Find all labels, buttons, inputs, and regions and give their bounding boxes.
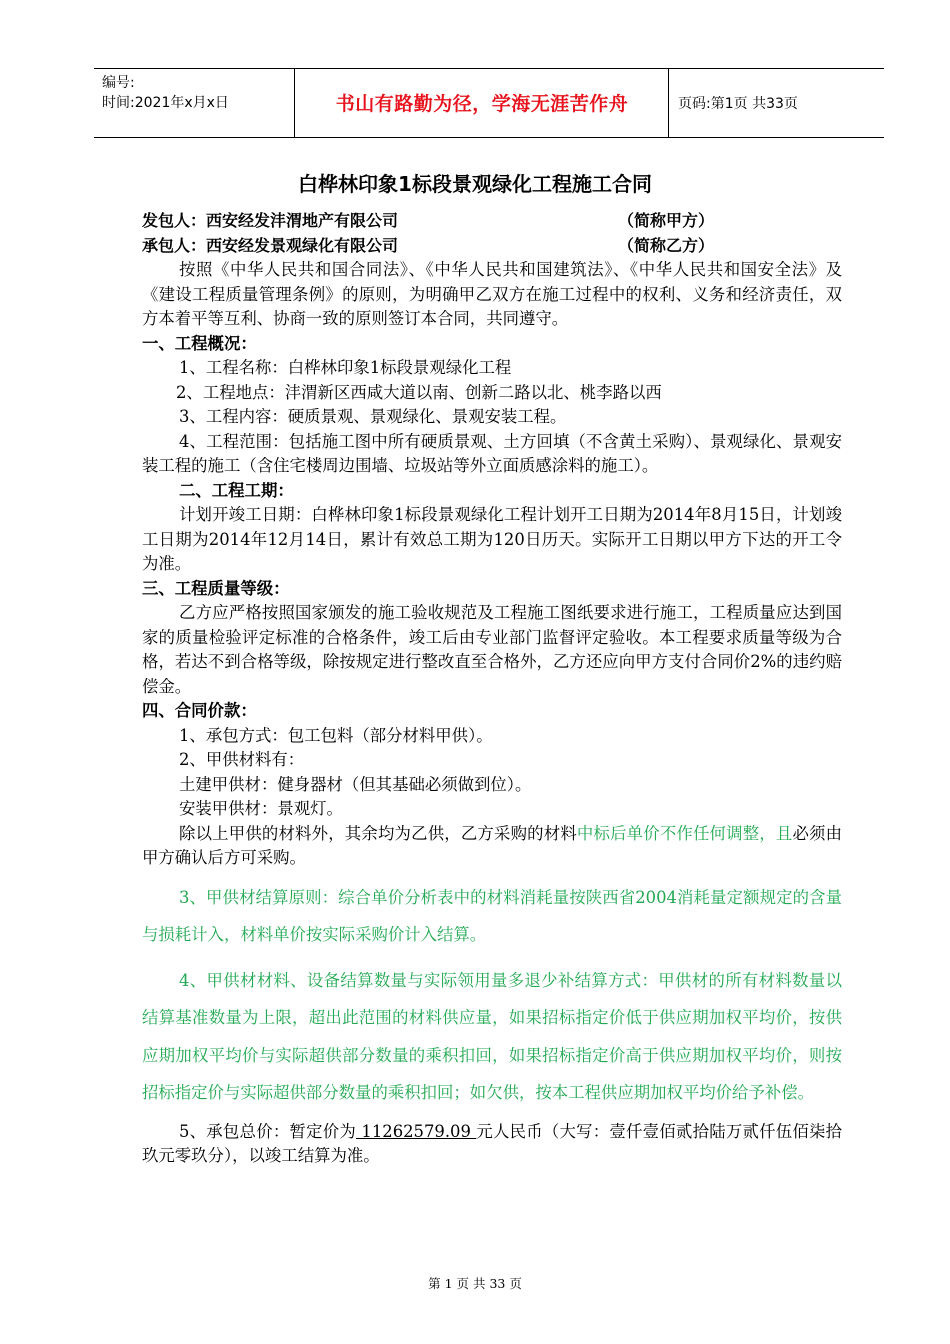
document-body — [142, 209, 842, 1169]
header-meta — [102, 73, 229, 113]
header-divider — [294, 69, 295, 137]
s4-para-text: 除以上甲供的材料外，其余均为乙供，乙方采购的材料 — [179, 823, 577, 843]
s4-item-1: 1、承包方式：包工包料（部分材料甲供）。 — [179, 725, 493, 745]
s4-install-supply: 安装甲供材：景观灯。 — [179, 799, 343, 818]
header-divider — [668, 69, 669, 137]
s4-item5-text: 元人民币（大写：壹仟壹佰贰拾陆万贰仟伍佰柒拾玖元零玖分），以竣工结算为准。 — [142, 1121, 842, 1165]
employer-line — [142, 209, 842, 234]
s4-item-3: 3、甲供材结算原则：综合单价分析表中的材料消耗量按陕西省2004消耗量定额规定的含量与损耗计入，材料单价按实际采购价计入结算。 — [142, 887, 842, 944]
s4-item-5 — [142, 1120, 842, 1169]
s2-paragraph: 计划开竣工日期：白桦林印象1标段景观绿化工程计划开工日期为2014年8月15日，计划竣工日期为2014年12月14日，累计有效总工期为120日历天。实际开工日期以甲方下达的开工令为准。 — [142, 505, 842, 573]
section-4-heading: 四、合同价款： — [142, 701, 257, 720]
header-motto: 书山有路勤为径，学海无涯苦作舟 — [335, 93, 629, 115]
date-label: 时间:2021年x月x日 — [102, 95, 229, 111]
s4-item-2: 2、甲供材料有： — [179, 750, 305, 769]
contractor-line — [142, 234, 842, 259]
employer-name: 发包人：西安经发沣渭地产有限公司 — [142, 211, 399, 230]
employer-alias: （简称甲方） — [618, 211, 715, 230]
s4-item5-text: 5、承包总价：暂定价为 — [179, 1121, 356, 1141]
s4-item-4: 4、甲供材材料、设备结算数量与实际领用量多退少补结算方式：甲供材的所有材料数量以结算基准数量为上限，超出此范围的材料供应量，如果招标指定价低于供应期加权平均价，按供应期加权平均价与实际超供部分数量的乘积扣回，如果招标指定价高于供应期加权平均价，则按招标指定价与实际超供部分数量的乘积扣回；如欠供，按本工程供应期加权平均价给予补偿。 — [142, 970, 842, 1102]
intro-paragraph: 按照《中华人民共和国合同法》、《中华人民共和国建筑法》、《中华人民共和国安全法》及《建设工程质量管理条例》的原则，为明确甲乙双方在施工过程中的权利、义务和经济责任，双方本着平等互利、协商一致的原则签订本合同，共同遵守。 — [142, 260, 842, 328]
section-3-heading: 三、工程质量等级： — [142, 578, 290, 598]
s1-item: 4、工程范围：包括施工图中所有硬质景观、土方回填（不含黄土采购）、景观绿化、景观安装工程的施工（含住宅楼周边围墙、垃圾站等外立面质感涂料的施工）。 — [142, 431, 842, 475]
contractor-alias: （简称乙方） — [618, 235, 715, 255]
contract-amount: 11262579.09 — [355, 1121, 477, 1141]
s4-para-highlight: 中标后单价不作任何调整，且 — [576, 823, 793, 843]
document-title: 白桦林印象1标段景观绿化工程施工合同 — [298, 172, 652, 196]
s1-item: 2、工程地点：沣渭新区西咸大道以南、创新二路以北、桃李路以西 — [176, 382, 662, 402]
page-footer: 第 1 页 共 33 页 — [428, 1276, 522, 1291]
contractor-name: 承包人：西安经发景观绿化有限公司 — [142, 235, 399, 255]
header-page-label: 页码:第1页 共33页 — [678, 96, 798, 112]
s1-item: 3、工程内容：硬质景观、景观绿化、景观安装工程。 — [179, 407, 567, 426]
section-2-heading: 二、工程工期： — [179, 480, 294, 500]
s4-supply-paragraph — [142, 822, 842, 871]
serial-label: 编号: — [102, 75, 135, 91]
s4-civil-supply: 土建甲供材：健身器材（但其基础必须做到位）。 — [179, 774, 532, 794]
page-header — [94, 68, 884, 138]
s1-item: 1、工程名称：白桦林印象1标段景观绿化工程 — [179, 358, 512, 377]
s4-para-text: 必须由甲方确认后方可采购。 — [142, 823, 843, 867]
section-1-heading: 一、工程概况： — [142, 333, 257, 353]
s3-paragraph: 乙方应严格按照国家颁发的施工验收规范及工程施工图纸要求进行施工，工程质量应达到国家的质量检验评定标准的合格条件，竣工后由专业部门监督评定验收。本工程要求质量等级为合格，若达不到合格等级，除按规定进行整改直至合格外，乙方还应向甲方支付合同价2%的违约赔偿金。 — [142, 603, 842, 696]
